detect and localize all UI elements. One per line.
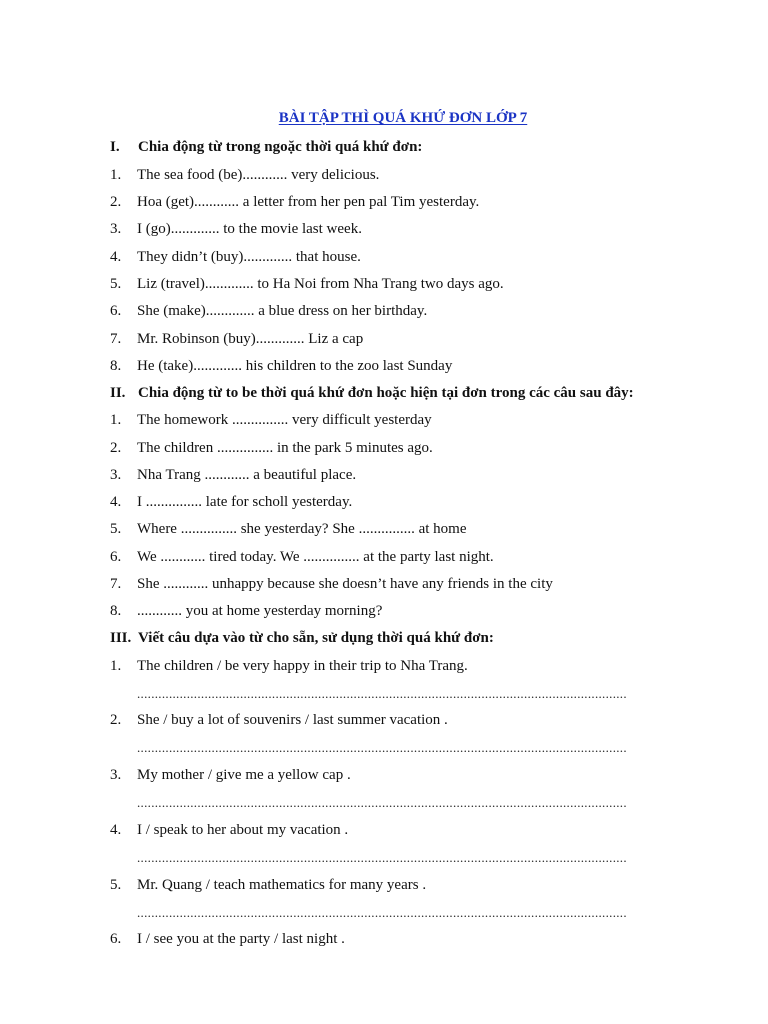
list-item (110, 358, 452, 375)
item-text: Hoa (get)............ a letter from her pen pal Tim yesterday. (137, 194, 480, 210)
answer-line[interactable]: .......................................................................................................................................... (137, 795, 627, 810)
item-number: 8. (110, 358, 122, 374)
answer-line[interactable]: .......................................................................................................................................... (137, 740, 627, 755)
list-item (110, 576, 553, 593)
answer-line[interactable]: .......................................................................................................................................... (137, 905, 627, 920)
item-number: 7. (110, 576, 122, 592)
list-item (110, 194, 479, 211)
item-text: ............ you at home yesterday morning? (137, 603, 383, 619)
item-number: 2. (110, 194, 122, 210)
section-3-roman: III. (110, 630, 132, 646)
item-text: I / see you at the party / last night . (137, 931, 345, 947)
item-number: 1. (110, 412, 122, 428)
list-item (110, 467, 356, 484)
answer-line[interactable]: .......................................................................................................................................... (137, 850, 627, 865)
list-item (110, 221, 362, 238)
item-number: 5. (110, 276, 122, 292)
item-number: 6. (110, 303, 122, 319)
list-item (110, 440, 433, 457)
item-text: Nha Trang ............ a beautiful place. (137, 467, 357, 483)
item-text: The sea food (be)............ very delicious. (137, 167, 380, 183)
list-item (110, 167, 379, 184)
section-3-heading-text: Viết câu dựa vào từ cho sẵn, sử dụng thời quá khứ đơn: (138, 630, 494, 646)
item-number: 7. (110, 331, 122, 347)
section-1-heading-text: Chia động từ trong ngoặc thời quá khứ đơn: (138, 139, 423, 155)
list-item (110, 412, 432, 429)
list-item (110, 549, 494, 566)
list-item (110, 603, 382, 620)
item-text: Liz (travel)............. to Ha Noi from Nha Trang two days ago. (137, 276, 504, 292)
item-text: Where ............... she yesterday? She ............... at home (137, 521, 467, 537)
item-number: 4. (110, 822, 122, 838)
item-text: My mother / give me a yellow cap . (137, 767, 351, 783)
list-item (110, 303, 427, 320)
item-text: Mr. Robinson (buy)............. Liz a cap (137, 331, 364, 347)
item-number: 2. (110, 712, 122, 728)
list-item (110, 931, 345, 948)
list-item (110, 494, 352, 511)
list-item (110, 712, 448, 729)
item-text: They didn’t (buy)............. that house. (137, 249, 361, 265)
item-text: I ............... late for scholl yesterday. (137, 494, 353, 510)
item-text: I / speak to her about my vacation . (137, 822, 349, 838)
item-text: She / buy a lot of souvenirs / last summer vacation . (137, 712, 448, 728)
item-text: The children / be very happy in their trip to Nha Trang. (137, 658, 468, 674)
section-2-heading-text: Chia động từ to be thời quá khứ đơn hoặc hiện tại đơn trong các câu sau đây: (138, 385, 634, 401)
item-number: 5. (110, 877, 122, 893)
item-number: 6. (110, 549, 122, 565)
list-item (110, 521, 467, 538)
section-2-heading (110, 385, 634, 402)
item-number: 5. (110, 521, 122, 537)
item-number: 3. (110, 767, 122, 783)
section-1-heading (110, 139, 422, 156)
item-number: 1. (110, 167, 122, 183)
list-item (110, 276, 504, 293)
list-item (110, 658, 468, 675)
item-number: 3. (110, 221, 122, 237)
item-text: She (make)............. a blue dress on her birthday. (137, 303, 428, 319)
list-item (110, 249, 361, 266)
item-number: 6. (110, 931, 122, 947)
answer-line[interactable]: .......................................................................................................................................... (137, 686, 627, 701)
item-text: He (take)............. his children to the zoo last Sunday (137, 358, 453, 374)
item-number: 1. (110, 658, 122, 674)
item-text: I (go)............. to the movie last week. (137, 221, 362, 237)
list-item (110, 767, 351, 784)
list-item (110, 331, 363, 348)
section-1-roman: I. (110, 139, 120, 155)
item-text: The homework ............... very difficult yesterday (137, 412, 432, 428)
section-2-roman: II. (110, 385, 126, 401)
item-number: 2. (110, 440, 122, 456)
item-text: She ............ unhappy because she doesn’t have any friends in the city (137, 576, 553, 592)
list-item (110, 877, 426, 894)
item-number: 4. (110, 249, 122, 265)
item-number: 3. (110, 467, 122, 483)
page-title: BÀI TẬP THÌ QUÁ KHỨ ĐƠN LỚP 7 (278, 110, 528, 126)
item-text: The children ............... in the park 5 minutes ago. (137, 440, 433, 456)
section-3-heading (110, 630, 494, 647)
item-number: 4. (110, 494, 122, 510)
item-number: 8. (110, 603, 122, 619)
item-text: Mr. Quang / teach mathematics for many years . (137, 877, 427, 893)
list-item (110, 822, 348, 839)
item-text: We ............ tired today. We ............... at the party last night. (137, 549, 494, 565)
